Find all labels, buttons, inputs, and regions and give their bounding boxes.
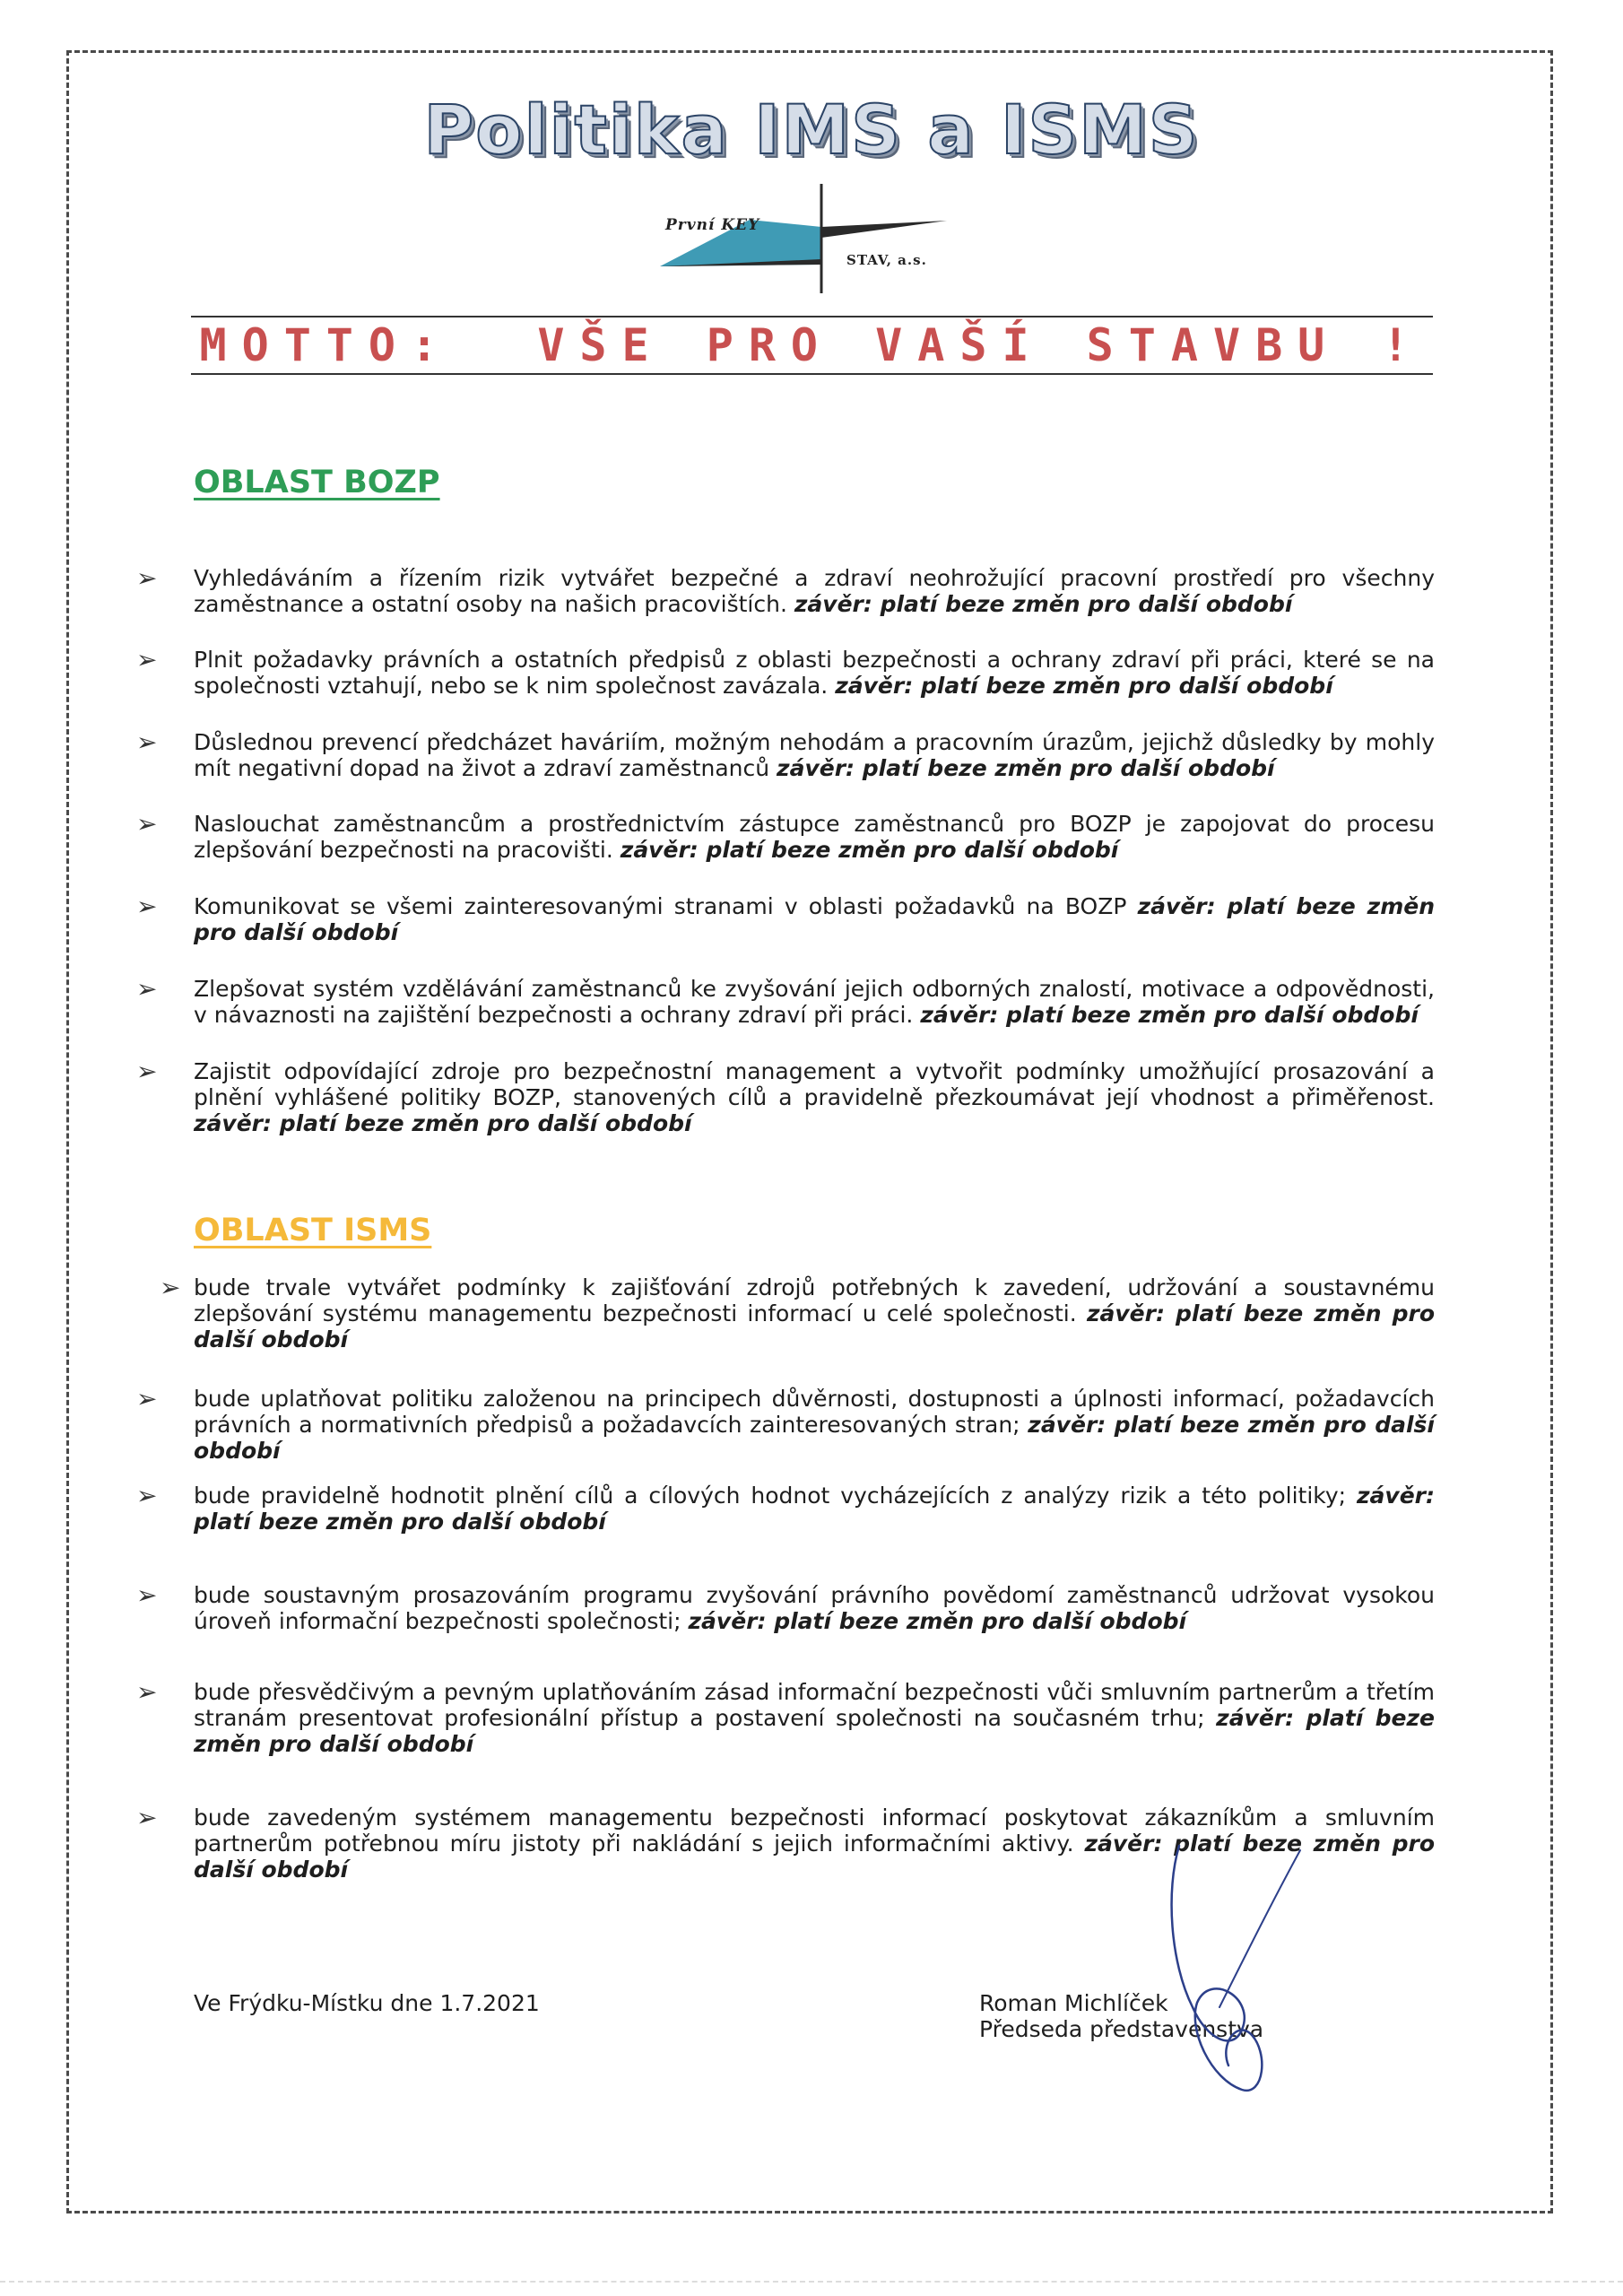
- conclusion-note: závěr: platí beze změn pro další období: [194, 1483, 1435, 1535]
- logo-text-prvni-key: První KEY: [665, 216, 760, 234]
- bozp-item: ➢ Vyhledáváním a řízením rizik vytvářet bezpečné a zdraví neohrožující pracovní prostředí pro všechny zaměstnance a ostatní osoby na našich pracovištích. závěr: platí beze změn pro další období: [136, 563, 1435, 617]
- arrow-bullet-icon: ➢: [136, 974, 158, 1004]
- isms-item: ➢ bude trvale vytvářet podmínky k zajišťování zdrojů potřebných k zavedení, udržování a soustavnému zlepšování systému managementu bezpečnosti informací u celé společnosti. závěr: platí beze změn pro další období: [160, 1273, 1436, 1352]
- arrow-bullet-icon: ➢: [136, 1580, 158, 1610]
- arrow-bullet-icon: ➢: [136, 645, 158, 674]
- place-date: Ve Frýdku-Místku dne 1.7.2021: [194, 1990, 540, 2016]
- conclusion-note: závěr: platí beze změn pro další období: [194, 1831, 1435, 1883]
- conclusion-note: závěr: platí beze změn pro další období: [194, 1110, 692, 1136]
- isms-item: ➢ bude uplatňovat politiku založenou na principech důvěrnosti, dostupnosti a úplnosti informací, požadavcích právních a normativních předpisů a požadavcích zainteresovaných stran; závěr: platí beze změn pro další období: [136, 1384, 1435, 1464]
- arrow-bullet-icon: ➢: [136, 809, 158, 839]
- section-title-bozp: OBLAST BOZP: [194, 465, 440, 500]
- motto-bottom-rule: [191, 373, 1433, 375]
- bozp-item: ➢ Zajistit odpovídající zdroje pro bezpečnostní management a vytvořit podmínky umožňující prosazování a plnění vyhlášené politiky BOZP, stanovených cílů a pravidelně přezkoumávat její vhodnost a přiměřenost. závěr: platí beze změn pro další období: [136, 1057, 1435, 1136]
- bozp-item: ➢ Naslouchat zaměstnancům a prostřednictvím zástupce zaměstnanců pro BOZP je zapojovat do procesu zlepšování bezpečnosti na pracovišti. závěr: platí beze změn pro další období: [136, 809, 1435, 863]
- motto: MOTTO: VŠE PRO VAŠÍ STAVBU !: [199, 319, 1425, 371]
- conclusion-note: závěr: platí beze změn pro další období: [835, 673, 1333, 699]
- conclusion-note: závěr: platí beze změn pro další období: [194, 893, 1435, 945]
- arrow-bullet-icon: ➢: [136, 563, 158, 593]
- conclusion-note: závěr: platí beze změn pro další období: [688, 1608, 1187, 1634]
- signatory-name: Roman Michlíček: [979, 1990, 1168, 2016]
- conclusion-note: závěr: platí beze změn pro další období: [194, 1300, 1436, 1352]
- arrow-bullet-icon: ➢: [160, 1273, 181, 1302]
- conclusion-note: závěr: platí beze změn pro další období: [194, 1412, 1435, 1464]
- document-title: Politika IMS a ISMS: [423, 90, 1200, 170]
- signatory-role: Předseda představenstva: [979, 2016, 1264, 2042]
- section-title-isms: OBLAST ISMS: [194, 1213, 432, 1248]
- arrow-bullet-icon: ➢: [136, 1057, 158, 1086]
- bozp-item: ➢ Důslednou prevencí předcházet haváriím, možným nehodám a pracovním úrazům, jejichž důsledky by mohly mít negativní dopad na život a zdraví zaměstnanců závěr: platí beze změn pro další období: [136, 727, 1435, 781]
- arrow-bullet-icon: ➢: [136, 1803, 158, 1832]
- company-logo: [651, 184, 956, 296]
- logo-text-stav: STAV, a.s.: [846, 252, 927, 268]
- conclusion-note: závěr: platí beze změn pro další období: [777, 755, 1275, 781]
- arrow-bullet-icon: ➢: [136, 1481, 158, 1510]
- arrow-bullet-icon: ➢: [136, 1677, 158, 1707]
- arrow-bullet-icon: ➢: [136, 1384, 158, 1413]
- conclusion-note: závěr: platí beze změn pro další období: [920, 1002, 1419, 1028]
- page-bottom-divider: [0, 2281, 1623, 2283]
- bozp-item: ➢ Zlepšovat systém vzdělávání zaměstnanců ke zvyšování jejich odborných znalostí, motivace a odpovědnosti, v návaznosti na zajištění bezpečnosti a ochrany zdraví při práci. závěr: platí beze změn pro další období: [136, 974, 1435, 1028]
- motto-top-rule: [191, 316, 1433, 317]
- arrow-bullet-icon: ➢: [136, 727, 158, 757]
- conclusion-note: závěr: platí beze změn pro další období: [794, 591, 1293, 617]
- isms-item: ➢ bude soustavným prosazováním programu zvyšování právního povědomí zaměstnanců udržovat vysokou úroveň informační bezpečnosti společnosti; závěr: platí beze změn pro další období: [136, 1580, 1435, 1634]
- isms-item: ➢ bude pravidelně hodnotit plnění cílů a cílových hodnot vycházejících z analýzy rizik a této politiky; závěr: platí beze změn pro další období: [136, 1481, 1435, 1535]
- conclusion-note: závěr: platí beze změn pro další období: [620, 837, 1119, 863]
- conclusion-note: závěr: platí beze změn pro další období: [194, 1705, 1435, 1757]
- isms-item: ➢ bude přesvědčivým a pevným uplatňováním zásad informační bezpečnosti vůči smluvním partnerům a třetím stranám presentovat profesionální přístup a postavení společnosti na současném trhu; závěr: platí beze změn pro další období: [136, 1677, 1435, 1757]
- bozp-item: ➢ Komunikovat se všemi zainteresovanými stranami v oblasti požadavků na BOZP závěr: platí beze změn pro další období: [136, 891, 1435, 945]
- bozp-item: ➢ Plnit požadavky právních a ostatních předpisů z oblasti bezpečnosti a ochrany zdraví při práci, které se na společnosti vztahují, nebo se k nim společnost zavázala. závěr: platí beze změn pro další období: [136, 645, 1435, 699]
- isms-item: ➢ bude zavedeným systémem managementu bezpečnosti informací poskytovat zákazníkům a smluvním partnerům potřebnou míru jistoty při nakládání s jejich informačními aktivy. závěr: platí beze změn pro další období: [136, 1803, 1435, 1883]
- arrow-bullet-icon: ➢: [136, 891, 158, 921]
- handwritten-signature: [1157, 1837, 1336, 2097]
- logo-graphic: [651, 184, 956, 296]
